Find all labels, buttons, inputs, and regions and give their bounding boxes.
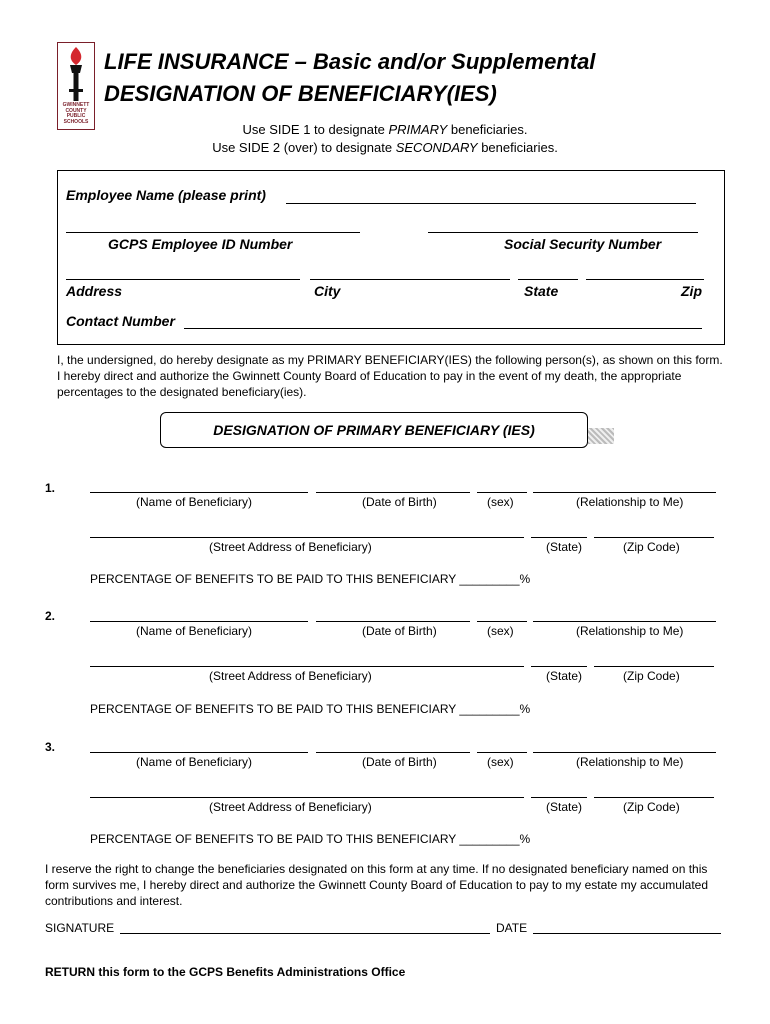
- side2-em: SECONDARY: [395, 140, 478, 155]
- city-label: City: [314, 283, 341, 299]
- zip-label: Zip: [681, 283, 702, 299]
- beneficiary-number: 2.: [45, 609, 56, 623]
- beneficiary-street-field[interactable]: [90, 537, 524, 538]
- signature-label: SIGNATURE: [45, 921, 115, 935]
- caption-sex: (sex): [487, 495, 514, 509]
- page-title: [104, 46, 595, 110]
- caption-relationship: (Relationship to Me): [576, 755, 684, 769]
- beneficiary-relationship-field[interactable]: [533, 492, 716, 493]
- employee-id-field[interactable]: [66, 232, 360, 233]
- beneficiary-dob-field[interactable]: [316, 621, 470, 622]
- caption-name: (Name of Beneficiary): [136, 495, 253, 509]
- employee-name-field[interactable]: [286, 203, 696, 204]
- title-line-2: DESIGNATION OF BENEFICIARY(IES): [104, 81, 497, 106]
- side1-em: PRIMARY: [388, 122, 448, 137]
- beneficiary-sex-field[interactable]: [477, 752, 527, 753]
- caption-state: (State): [546, 800, 583, 814]
- date-label: DATE: [496, 921, 528, 935]
- beneficiary-street-field[interactable]: [90, 666, 524, 667]
- beneficiary-state-field[interactable]: [531, 797, 587, 798]
- beneficiary-street-field[interactable]: [90, 797, 524, 798]
- beneficiary-zip-field[interactable]: [594, 797, 714, 798]
- city-field[interactable]: [310, 279, 510, 280]
- beneficiary-name-field[interactable]: [90, 752, 308, 753]
- beneficiary-name-field[interactable]: [90, 621, 308, 622]
- caption-zip: (Zip Code): [623, 540, 680, 554]
- beneficiary-state-field[interactable]: [531, 537, 587, 538]
- logo-text: GWINNETT COUNTY PUBLIC SCHOOLS: [62, 102, 90, 125]
- address-field[interactable]: [66, 279, 300, 280]
- address-label: Address: [66, 283, 123, 299]
- ssn-field[interactable]: [428, 232, 698, 233]
- beneficiary-zip-field[interactable]: [594, 537, 714, 538]
- contact-label: Contact Number: [66, 313, 175, 329]
- caption-zip: (Zip Code): [623, 800, 680, 814]
- reserve-paragraph: I reserve the right to change the beneficiaries designated on this form at any time. If no designated beneficiary named on this form survives me, I hereby direct and authorize the Gwinnett County Board of Education to pay to my estate my accumulated contributions and interest.: [45, 862, 708, 908]
- caption-state: (State): [546, 669, 583, 683]
- title-line-1: LIFE INSURANCE – Basic and/or Supplemental: [104, 49, 596, 74]
- beneficiary-number: 1.: [45, 481, 56, 495]
- state-field[interactable]: [518, 279, 578, 280]
- caption-dob: (Date of Birth): [362, 755, 437, 769]
- beneficiary-relationship-field[interactable]: [533, 621, 716, 622]
- beneficiary-state-field[interactable]: [531, 666, 587, 667]
- beneficiary-zip-field[interactable]: [594, 666, 714, 667]
- caption-sex: (sex): [487, 624, 514, 638]
- caption-sex: (sex): [487, 755, 514, 769]
- caption-street: (Street Address of Beneficiary): [209, 669, 372, 683]
- date-field[interactable]: [533, 933, 721, 934]
- caption-dob: (Date of Birth): [362, 495, 437, 509]
- side1-pre: Use SIDE 1 to designate: [242, 122, 389, 137]
- caption-state: (State): [546, 540, 583, 554]
- banner-shadow: [588, 428, 614, 444]
- caption-zip: (Zip Code): [623, 669, 680, 683]
- contact-field[interactable]: [184, 328, 702, 329]
- beneficiary-number: 3.: [45, 740, 56, 754]
- employee-name-label: Employee Name (please print): [66, 187, 266, 203]
- side2-pre: Use SIDE 2 (over) to designate: [212, 140, 396, 155]
- side1-instruction: [0, 122, 770, 137]
- percentage-line[interactable]: PERCENTAGE OF BENEFITS TO BE PAID TO THIS BENEFICIARY _________%: [90, 572, 531, 586]
- caption-street: (Street Address of Beneficiary): [209, 540, 372, 554]
- beneficiary-dob-field[interactable]: [316, 752, 470, 753]
- percentage-line[interactable]: PERCENTAGE OF BENEFITS TO BE PAID TO THIS BENEFICIARY _________%: [90, 832, 531, 846]
- caption-name: (Name of Beneficiary): [136, 755, 253, 769]
- caption-name: (Name of Beneficiary): [136, 624, 253, 638]
- caption-dob: (Date of Birth): [362, 624, 437, 638]
- state-label: State: [524, 283, 559, 299]
- return-note: RETURN this form to the GCPS Benefits Administrations Office: [45, 965, 406, 979]
- side2-instruction: [0, 140, 770, 155]
- intro-paragraph: I, the undersigned, do hereby designate as my PRIMARY BENEFICIARY(IES) the following person(s), as shown on this form. I hereby direct and authorize the Gwinnett County Board of Education to pay in the event of my death, the appropriate percentages to the designated beneficiary(ies).: [57, 353, 723, 399]
- caption-relationship: (Relationship to Me): [576, 495, 684, 509]
- employee-id-label: GCPS Employee ID Number: [108, 236, 293, 252]
- caption-street: (Street Address of Beneficiary): [209, 800, 372, 814]
- gcps-logo: [57, 42, 95, 130]
- beneficiary-name-field[interactable]: [90, 492, 308, 493]
- signature-field[interactable]: [120, 933, 490, 934]
- caption-relationship: (Relationship to Me): [576, 624, 684, 638]
- beneficiary-dob-field[interactable]: [316, 492, 470, 493]
- side2-post: beneficiaries.: [477, 140, 558, 155]
- side1-post: beneficiaries.: [447, 122, 528, 137]
- beneficiary-relationship-field[interactable]: [533, 752, 716, 753]
- section-banner: DESIGNATION OF PRIMARY BENEFICIARY (IES): [160, 412, 588, 448]
- zip-field[interactable]: [586, 279, 704, 280]
- beneficiary-sex-field[interactable]: [477, 492, 527, 493]
- beneficiary-sex-field[interactable]: [477, 621, 527, 622]
- ssn-label: Social Security Number: [504, 236, 662, 252]
- percentage-line[interactable]: PERCENTAGE OF BENEFITS TO BE PAID TO THIS BENEFICIARY _________%: [90, 702, 531, 716]
